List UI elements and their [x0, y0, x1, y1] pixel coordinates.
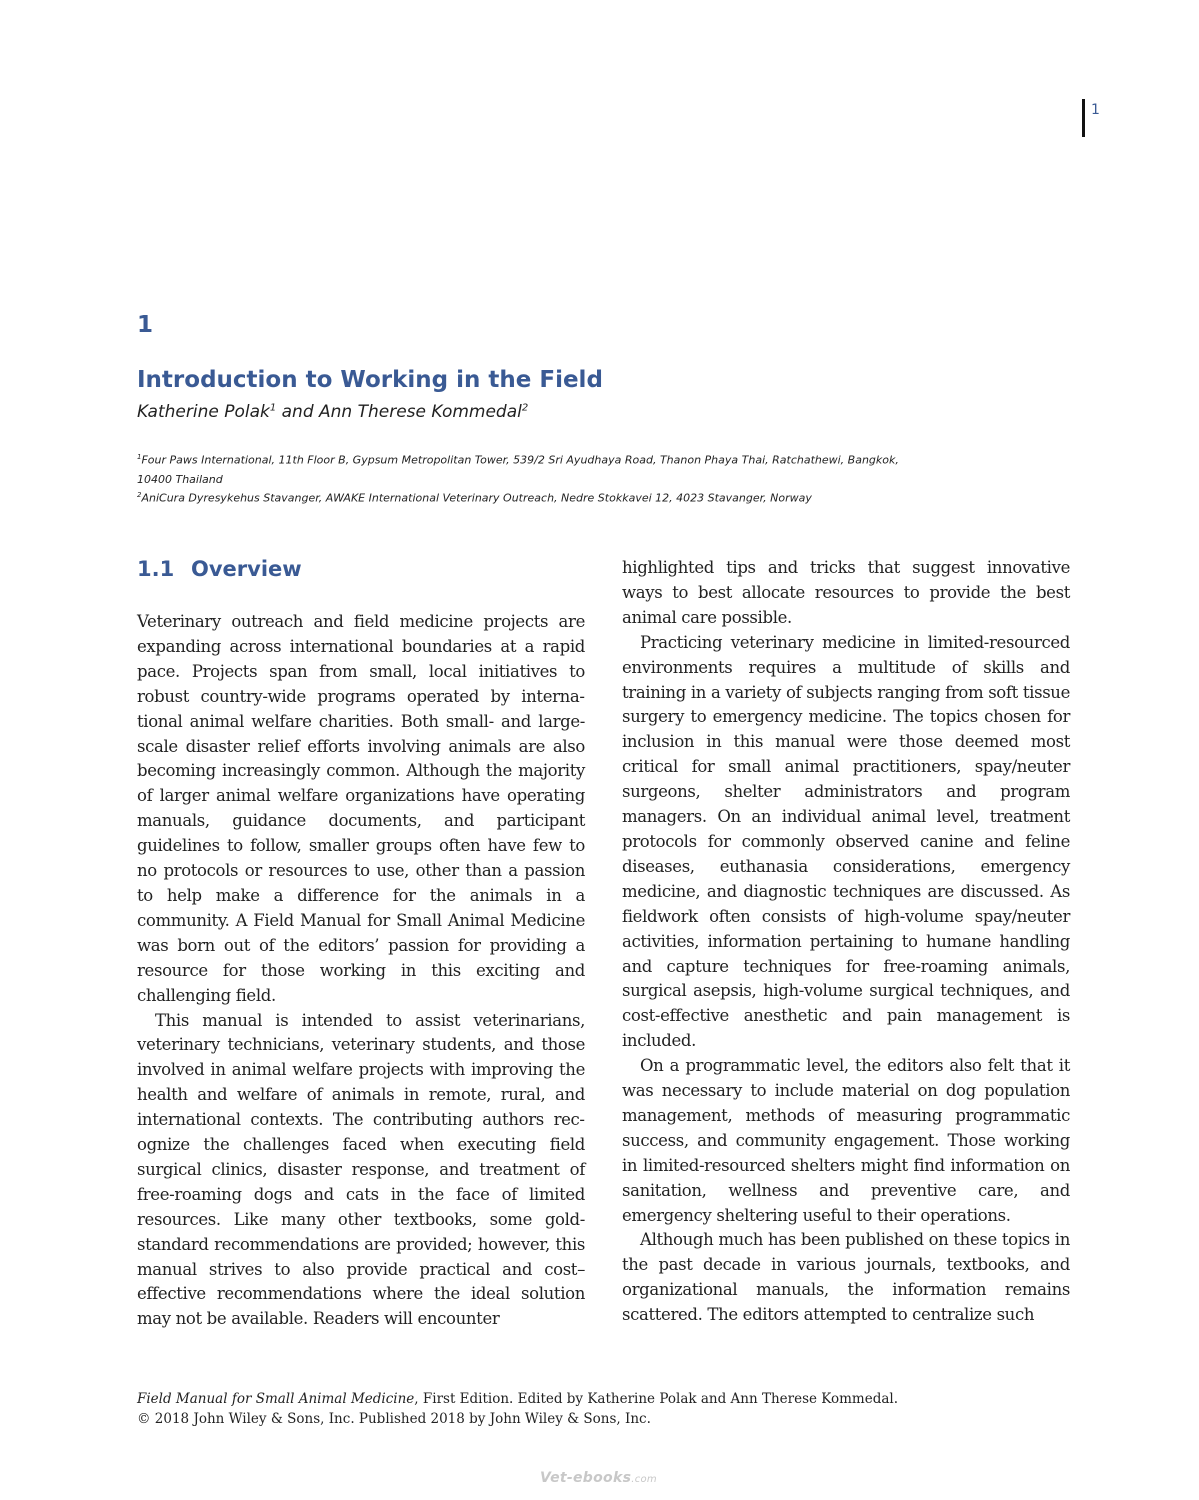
section-number: 1.1 — [137, 557, 175, 581]
book-title: Field Manual for Small Animal Medicine — [137, 1391, 415, 1407]
page-number: 1 — [1091, 102, 1100, 118]
author-name: Katherine Polak — [137, 402, 270, 422]
watermark-logo — [540, 1470, 657, 1486]
copyright-line: © 2018 John Wiley & Sons, Inc. Published 2018 by John Wiley & Sons, Inc. — [137, 1410, 651, 1427]
chapter-title: Introduction to Working in the Field — [137, 367, 603, 393]
author-name: Ann Therese Kommedal — [319, 402, 522, 422]
body-paragraph: Although much has been published on these topics in the past decade in various journals, textbooks, and organizational manuals, the information remains scattered. The editors attempted to centralize such — [622, 1230, 1070, 1325]
section-heading — [137, 557, 302, 581]
authors-connector: and — [276, 402, 320, 422]
watermark-text: Vet-ebooks — [540, 1470, 632, 1486]
body-paragraph: This manual is intended to assist veterinarians, veterinary technicians, veterinary students, and those involved in animal welfare projects with improving the health and welfare of animals in remote, rural, and international contexts. The contributing authors recognize the challenges faced when executing field surgical clinics, disaster response, and treatment of free-roaming dogs and cats in the face of limited resources. Like many other textbooks, some gold-standard recommendations are provided; however, this manual strives to also provide practical and cost–effective recommendations where the ideal solution may not be available. Readers will encounter — [137, 1010, 585, 1329]
copyright-footer — [137, 1390, 898, 1429]
body-paragraph: Veterinary outreach and field medicine projects are expanding across international boundaries at a rapid pace. Projects span from small, local initiatives to robust country-wide programs operated by international animal welfare charities. Both small- and large-scale disaster relief efforts involving animals are also becoming increasingly common. Although the majority of larger animal welfare organizations have operating manuals, guidance documents, and participant guidelines to follow, smaller groups often have few to no protocols or resources to use, other than a passion to help make a difference for the animals in a community. A Field Manual for Small Animal Medicine was born out of the editors’ passion for providing a resource for those working in this exciting and challenging field. — [137, 612, 585, 1005]
affiliation-mark: 1 — [269, 402, 277, 414]
right-column — [622, 556, 1070, 1328]
affiliation-2 — [137, 486, 812, 508]
page-number-rule — [1082, 99, 1085, 137]
body-paragraph: Practicing veterinary medicine in limited-resourced environments requires a multitude of skills and training in a variety of subjects ranging from soft tissue surgery to emergency medicine. The topics chosen for inclusion in this manual were those deemed most critical for small animal practitioners, spay/neuter surgeons, shelter administrators and program managers. On an individual animal level, treatment protocols for commonly observed canine and feline diseases, euthanasia considerations, emergency medicine, and diagnostic techniques are discussed. As fieldwork often consists of high-volume spay/neuter activities, information pertaining to humane handling and capture techniques for free-roaming animals, surgical asepsis, high-volume surgical techniques, and cost-effective anesthetic and pain management is included. — [622, 632, 1070, 1051]
affiliation-text: 10400 Thailand — [137, 472, 223, 486]
section-title: Overview — [191, 557, 302, 581]
body-paragraph: highlighted tips and tricks that suggest innovative ways to best allocate resources to provide the best animal care possible. — [622, 558, 1070, 627]
left-column — [137, 610, 585, 1332]
chapter-number: 1 — [137, 312, 154, 338]
affiliation-mark: 1 — [137, 453, 142, 461]
edition-line: , First Edition. Edited by Katherine Polak and Ann Therese Kommedal. — [414, 1391, 899, 1407]
affiliation-text: AniCura Dyresykehus Stavanger, AWAKE International Veterinary Outreach, Nedre Stokkavei 12, 4023 Stavanger, Norway — [141, 491, 812, 505]
watermark-suffix: .com — [631, 1474, 657, 1485]
body-paragraph: On a programmatic level, the editors also felt that it was necessary to include material on dog population management, methods of measuring programmatic success, and community engagement. Those working in limited-resourced shelters might find information on sanitation, wellness and preventive care, and emergency sheltering useful to their operations. — [622, 1056, 1070, 1225]
chapter-authors — [137, 402, 528, 422]
affiliation-1 — [137, 448, 899, 489]
affiliation-mark: 2 — [137, 491, 142, 499]
affiliation-mark: 2 — [521, 402, 529, 414]
affiliation-text: Four Paws International, 11th Floor B, Gypsum Metropolitan Tower, 539/2 Sri Ayudhaya Road, Thanon Phaya Thai, Ratchathewi, Bangkok, — [141, 453, 899, 467]
